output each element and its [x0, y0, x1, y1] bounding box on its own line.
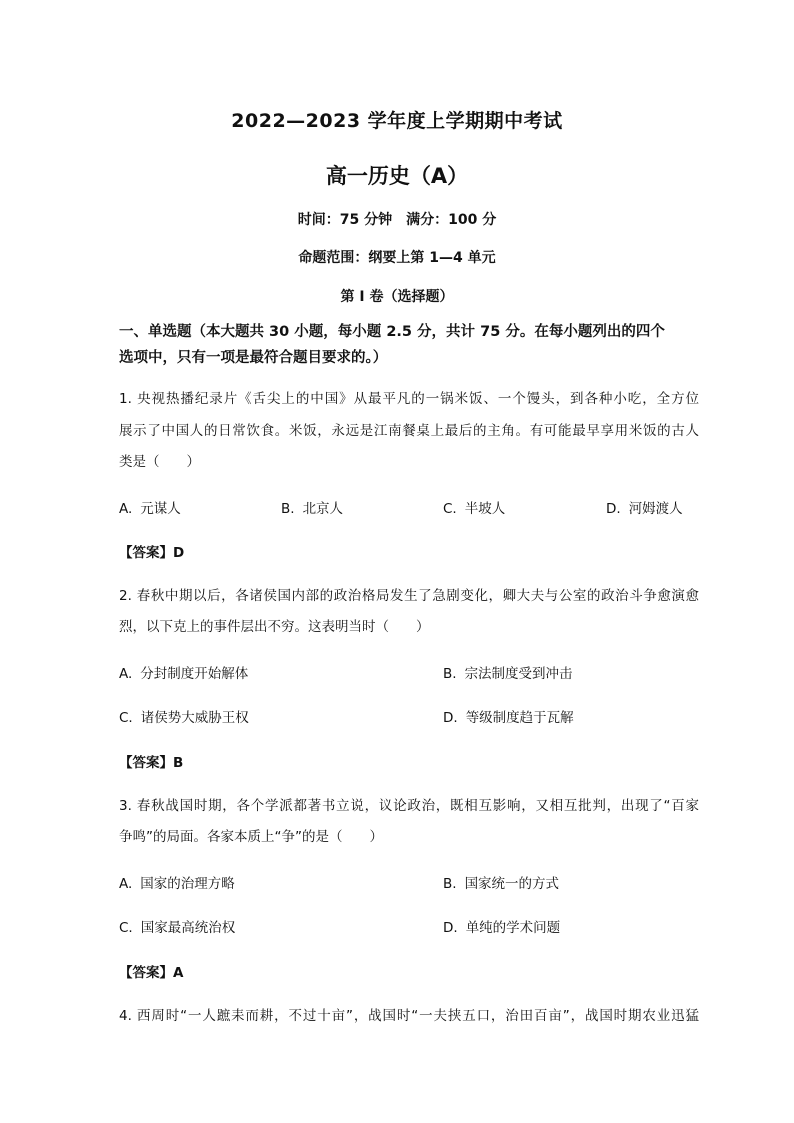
question-1-option-c[interactable]: C. 半坡人: [443, 501, 506, 517]
question-3-line-2: 争鸣”的局面。各家本质上“争”的是（ ）: [119, 829, 383, 845]
question-2-line-2: 烈，以下克上的事件层出不穷。这表明当时（ ）: [119, 619, 430, 635]
exam-title: 2022—2023 学年度上学期期中考试: [231, 110, 563, 132]
exam-volume: 第 Ⅰ 卷（选择题）: [340, 289, 454, 305]
question-3-option-c[interactable]: C. 国家最高统治权: [119, 920, 236, 936]
section-heading-line: 一、单选题（本大题共 30 小题，每小题 2.5 分，共计 75 分。在每小题列出的四个: [119, 324, 665, 340]
question-3-line-1: 3. 春秋战国时期，各个学派都著书立说，议论政治，既相互影响，又相互批判，出现了“百家: [119, 798, 699, 814]
question-1-answer: 【答案】D: [119, 545, 185, 561]
question-1-option-a[interactable]: A. 元谋人: [119, 501, 181, 517]
question-3-answer: 【答案】A: [119, 965, 184, 981]
question-3-option-a[interactable]: A. 国家的治理方略: [119, 876, 235, 892]
exam-time-info: 时间：75 分钟 满分：100 分: [297, 212, 497, 228]
question-2-option-c[interactable]: C. 诸侯势大威胁王权: [119, 710, 249, 726]
question-3-option-b[interactable]: B. 国家统一的方式: [443, 876, 560, 892]
question-1-line-2: 展示了中国人的日常饮食。米饭，永远是江南餐桌上最后的主角。有可能最早享用米饭的古人: [119, 423, 699, 439]
exam-subtitle: 高一历史（A）: [325, 164, 469, 188]
question-1-line-1: 1. 央视热播纪录片《舌尖上的中国》从最平凡的一锅米饭、一个馒头，到各种小吃，全方位: [119, 391, 699, 407]
section-heading-line: 选项中，只有一项是最符合题目要求的。）: [119, 350, 388, 366]
question-2-option-a[interactable]: A. 分封制度开始解体: [119, 666, 249, 682]
question-2-answer: 【答案】B: [119, 755, 184, 771]
exam-scope: 命题范围：纲要上第 1—4 单元: [298, 250, 496, 266]
question-2-option-b[interactable]: B. 宗法制度受到冲击: [443, 666, 573, 682]
question-2-line-1: 2. 春秋中期以后，各诸侯国内部的政治格局发生了急剧变化，卿大夫与公室的政治斗争愈演愈: [119, 588, 699, 604]
question-1-option-d[interactable]: D. 河姆渡人: [606, 501, 683, 517]
question-2-option-d[interactable]: D. 等级制度趋于瓦解: [443, 710, 574, 726]
question-4-line-1: 4. 西周时“一人蹠耒而耕，不过十亩”，战国时“一夫挟五口，治田百亩”，战国时期农业迅猛: [119, 1008, 699, 1024]
question-1-option-b[interactable]: B. 北京人: [281, 501, 344, 517]
question-3-option-d[interactable]: D. 单纯的学术问题: [443, 920, 561, 936]
question-1-line-3: 类是（ ）: [119, 454, 200, 470]
section-heading: [119, 319, 699, 371]
